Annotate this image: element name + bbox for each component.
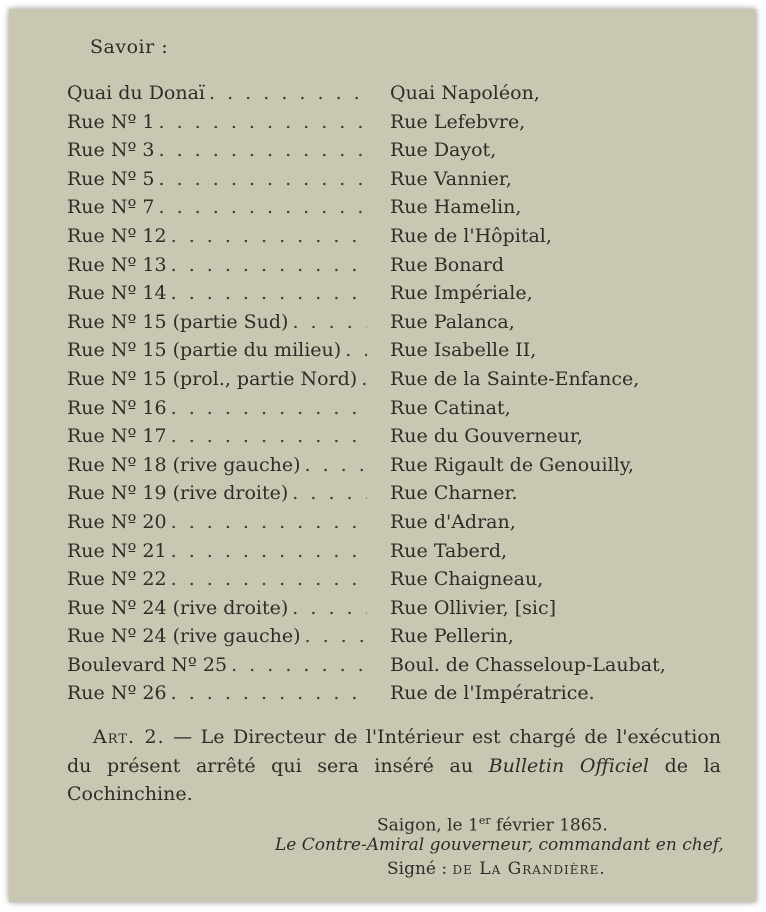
dot-leader: [305, 622, 368, 651]
list-item: [67, 222, 727, 251]
article-text-after: de la Cochinchine.: [67, 754, 721, 805]
signatory-name: de La Grandière.: [452, 859, 606, 879]
dot-leader: [345, 336, 367, 365]
article-number: Art. 2.: [93, 726, 165, 748]
new-street-name: Rue Charner.: [390, 482, 518, 505]
new-street-name: Rue de la Sainte-Enfance,: [390, 367, 640, 390]
dot-leader: [159, 108, 367, 137]
dot-leader: [171, 222, 367, 251]
article-paragraph: [67, 723, 721, 809]
list-item: [67, 251, 727, 280]
list-item: [67, 108, 727, 137]
bulletin-title: Bulletin Officiel: [488, 754, 649, 777]
new-street-name: Rue de l'Impératrice.: [390, 682, 595, 705]
dot-leader: [171, 279, 367, 308]
list-item: [67, 394, 727, 423]
new-street-name: Rue de l'Hôpital,: [390, 224, 552, 247]
signed-label: Signé :: [387, 859, 453, 879]
signature-line: [387, 857, 606, 881]
dot-leader: [231, 651, 367, 680]
old-street-name: Rue Nº 22: [67, 568, 167, 591]
dot-leader: [159, 136, 367, 165]
old-street-name: Rue Nº 24 (rive gauche): [67, 625, 301, 648]
old-street-name: Rue Nº 21: [67, 539, 167, 562]
new-street-name: Rue Taberd,: [390, 539, 508, 562]
new-street-name: Rue Chaigneau,: [390, 568, 544, 591]
old-street-name: Rue Nº 3: [67, 139, 155, 162]
new-street-name: Quai Napoléon,: [390, 82, 540, 104]
new-street-name: Rue du Gouverneur,: [390, 425, 583, 448]
old-street-name: Rue Nº 12: [67, 224, 167, 247]
old-street-name: Rue Nº 7: [67, 196, 155, 219]
dot-leader: [171, 508, 367, 537]
old-street-name: Rue Nº 24 (rive droite): [67, 596, 289, 619]
list-item: [67, 451, 727, 480]
list-item: [67, 165, 727, 194]
list-item: [67, 479, 727, 508]
dot-leader: [171, 394, 367, 423]
dot-leader: [159, 193, 367, 222]
new-street-name: Rue Palanca,: [390, 310, 515, 333]
old-street-name: Quai du Donaï: [67, 82, 206, 104]
new-street-name: Rue Dayot,: [390, 139, 497, 162]
old-street-name: Rue Nº 17: [67, 425, 167, 448]
old-street-name: Rue Nº 16: [67, 396, 167, 419]
dot-leader: [171, 565, 367, 594]
date-text: février 1865.: [490, 815, 608, 836]
old-street-name: Rue Nº 20: [67, 510, 167, 533]
new-street-name: Rue Impériale,: [390, 282, 533, 305]
new-street-name: Rue Bonard: [390, 253, 505, 276]
old-street-name: Boulevard Nº 25: [67, 653, 228, 676]
old-street-name: Rue Nº 14: [67, 282, 167, 305]
place-text: Saigon, le 1: [377, 815, 479, 836]
old-street-name: Rue Nº 15 (prol., partie Nord): [67, 367, 358, 390]
dot-leader: [292, 594, 367, 623]
new-street-name: Rue d'Adran,: [390, 510, 516, 533]
list-item: [67, 594, 727, 623]
intro-text: Savoir :: [90, 36, 169, 58]
date-ordinal: er: [478, 814, 491, 827]
list-item: [67, 308, 727, 337]
old-street-name: Rue Nº 15 (partie du milieu): [67, 339, 342, 362]
new-street-name: Rue Hamelin,: [390, 196, 522, 219]
dot-leader: [159, 165, 367, 194]
new-street-name: Rue Lefebvre,: [390, 110, 526, 133]
new-street-name: Rue Rigault de Genouilly,: [390, 453, 634, 476]
list-item: [67, 622, 727, 651]
dot-leader: [361, 365, 367, 394]
list-item: [67, 651, 727, 680]
list-item: [67, 508, 727, 537]
list-item: [67, 336, 727, 365]
signatory-title: Le Contre-Amiral gouverneur, commandant en chef,: [275, 835, 724, 855]
old-street-name: Rue Nº 13: [67, 253, 167, 276]
dot-leader: [171, 679, 367, 708]
old-street-name: Rue Nº 18 (rive gauche): [67, 453, 301, 476]
new-street-name: Rue Isabelle II,: [390, 339, 537, 362]
article-text-before: — Le Directeur de l'Intérieur est chargé de l'exécution du présent arrêté qui sera inséré au: [67, 726, 721, 777]
list-item: [67, 679, 727, 708]
dot-leader: [171, 422, 367, 451]
document-page: [9, 9, 756, 902]
old-street-name: Rue Nº 1: [67, 110, 155, 133]
new-street-name: Rue Ollivier, [sic]: [390, 596, 557, 619]
dot-leader: [292, 479, 367, 508]
list-item: [67, 193, 727, 222]
new-street-name: Rue Vannier,: [390, 167, 512, 190]
list-item: [67, 422, 727, 451]
new-street-name: Rue Pellerin,: [390, 625, 514, 648]
new-street-name: Rue Catinat,: [390, 396, 511, 419]
dot-leader: [171, 251, 367, 280]
old-street-name: Rue Nº 26: [67, 682, 167, 705]
list-item: [67, 537, 727, 566]
list-item: [67, 136, 727, 165]
old-street-name: Rue Nº 19 (rive droite): [67, 482, 289, 505]
old-street-name: Rue Nº 5: [67, 167, 155, 190]
list-item: [67, 279, 727, 308]
dot-leader: [292, 308, 367, 337]
dot-leader: [209, 79, 367, 108]
dot-leader: [171, 537, 367, 566]
list-item: [67, 365, 727, 394]
list-item: [67, 79, 727, 108]
new-street-name: Boul. de Chasseloup-Laubat,: [390, 653, 666, 676]
old-street-name: Rue Nº 15 (partie Sud): [67, 310, 289, 333]
list-item: [67, 565, 727, 594]
dot-leader: [305, 451, 368, 480]
street-renaming-list: [67, 79, 727, 708]
